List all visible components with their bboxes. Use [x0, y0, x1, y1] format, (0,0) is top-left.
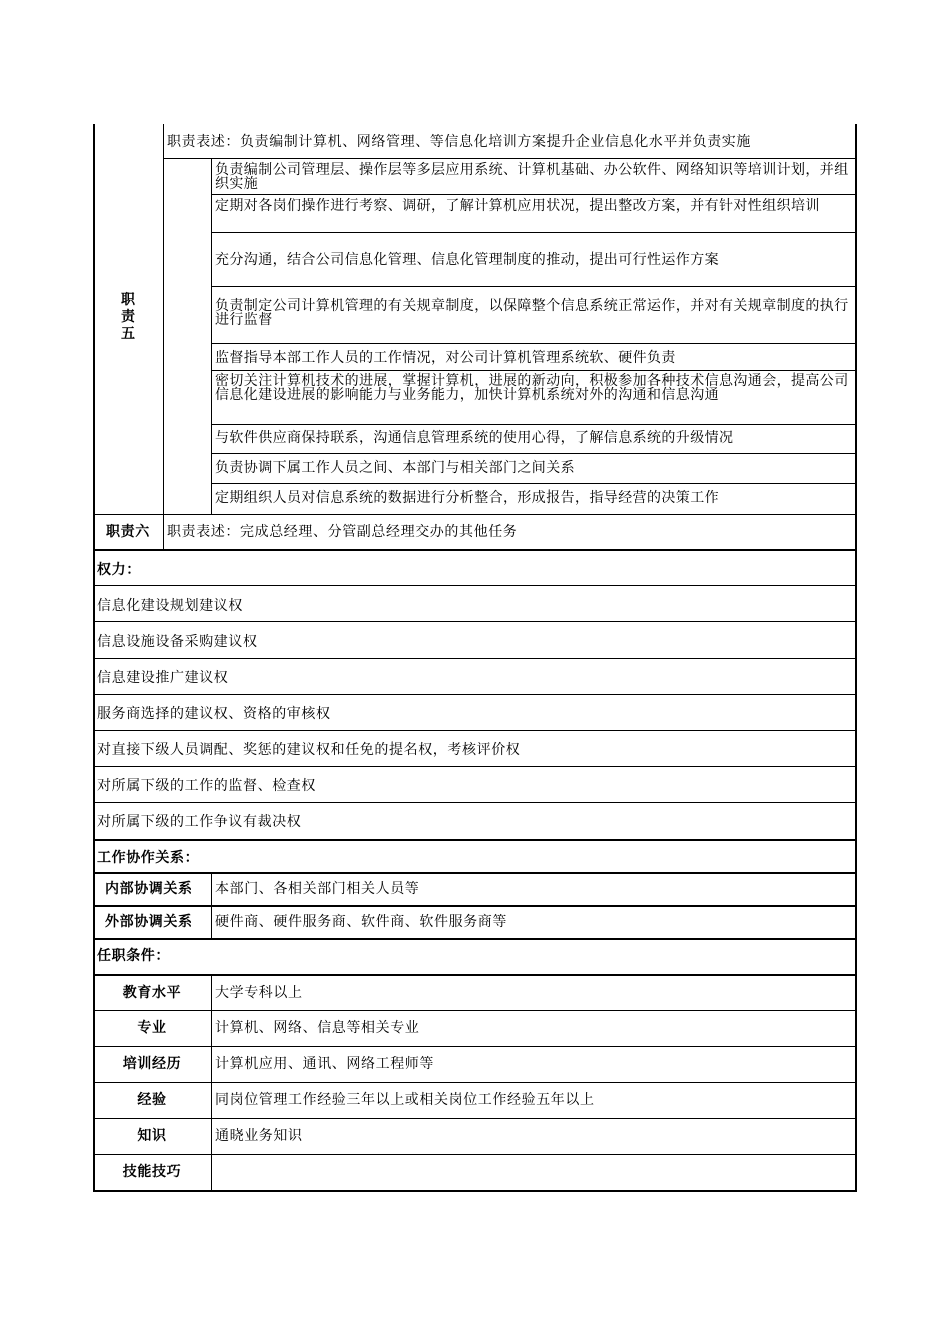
authority-row-line: [93, 766, 855, 767]
authority-row-line: [93, 658, 855, 659]
duty5-item-4: 负责制定公司计算机管理的有关规章制度，以保障整个信息系统正常运作，并对有关规章制度的执行进行监督: [215, 298, 849, 328]
authority-item-4: 服务商选择的建议权、资格的审核权: [97, 706, 331, 722]
qualification-label-experience: 经验: [137, 1092, 167, 1108]
duty6-top-line: [93, 514, 855, 515]
authority-row-line: [93, 621, 855, 622]
qualifications-top-line: [93, 938, 855, 940]
duty5-row-line: [211, 194, 855, 195]
authority-row-line: [93, 694, 855, 695]
qualifications-row-line: [93, 1154, 855, 1155]
relations-top-line: [93, 839, 855, 841]
duty5-row-line: [211, 370, 855, 371]
duty5-row-line: [211, 232, 855, 233]
authority-item-2: 信息设施设备采购建议权: [97, 634, 258, 650]
duty5-item-2: 定期对各岗们操作进行考察、调研，了解计算机应用状况，提出整改方案，并有针对性组织培训: [215, 198, 820, 214]
qualification-label-education: 教育水平: [122, 985, 182, 1001]
duty5-row-line: [211, 343, 855, 344]
duty5-row-line: [211, 286, 855, 287]
relations-heading: 工作协作关系：: [97, 850, 200, 866]
external-relations-value: 硬件商、硬件服务商、软件商、软件服务商等: [215, 914, 507, 930]
duty5-item-7: 与软件供应商保持联系，沟通信息管理系统的使用心得，了解信息系统的升级情况: [215, 430, 734, 446]
qualifications-row-line: [93, 974, 855, 976]
authority-row-line: [93, 585, 855, 586]
external-relations-label: 外部协调关系: [105, 914, 193, 930]
duty5-row-line: [211, 453, 855, 454]
duty6-label: 职责六: [106, 524, 150, 540]
qualification-value-knowledge: 通晓业务知识: [215, 1128, 303, 1144]
duty6-summary: 职责表述：完成总经理、分管副总经理交办的其他任务: [167, 524, 518, 540]
duty5-col-line: [163, 124, 164, 549]
relations-row-line: [93, 872, 855, 874]
duty5-row-line: [211, 483, 855, 484]
authority-item-7: 对所属下级的工作争议有裁决权: [97, 814, 302, 830]
qualifications-row-line: [93, 1118, 855, 1119]
duty5-label-text: 职 责 五: [121, 292, 135, 342]
duty5-summary: 职责表述：负责编制计算机、网络管理、等信息化培训方案提升企业信息化水平并负责实施: [167, 134, 751, 150]
duty5-item-3: 充分沟通，结合公司信息化管理、信息化管理制度的推动，提出可行性运作方案: [215, 252, 719, 268]
duty5-label: [118, 292, 138, 343]
relations-row-line: [93, 905, 855, 907]
authority-row-line: [93, 730, 855, 731]
qualification-value-training: 计算机应用、通讯、网络工程师等: [215, 1056, 434, 1072]
authority-item-1: 信息化建设规划建议权: [97, 598, 243, 614]
qualification-label-skills: 技能技巧: [122, 1164, 182, 1180]
job-description-page: [93, 124, 857, 1192]
qualification-value-experience: 同岗位管理工作经验三年以上或相关岗位工作经验五年以上: [215, 1092, 595, 1108]
duty5-inner-col-line: [211, 158, 212, 514]
authority-item-3: 信息建设推广建议权: [97, 670, 229, 686]
duty5-item-5: 监督指导本部工作人员的工作情况，对公司计算机管理系统软、硬件负责: [215, 350, 676, 366]
qualification-label-knowledge: 知识: [137, 1128, 167, 1144]
authority-item-6: 对所属下级的工作的监督、检查权: [97, 778, 316, 794]
duty5-item-1: 负责编制公司管理层、操作层等多层应用系统、计算机基础、办公软件、网络知识等培训计划，并组织实施: [215, 162, 849, 192]
authority-top-line: [93, 549, 855, 551]
duty5-row-line: [163, 158, 855, 159]
qualification-value-education: 大学专科以上: [215, 985, 303, 1001]
qualification-label-training: 培训经历: [122, 1056, 182, 1072]
authority-item-5: 对直接下级人员调配、奖惩的建议权和任免的提名权，考核评价权: [97, 742, 521, 758]
authority-row-line: [93, 802, 855, 803]
duty5-row-line: [211, 424, 855, 425]
qualifications-row-line: [93, 1046, 855, 1047]
duty5-item-9: 定期组织人员对信息系统的数据进行分析整合，形成报告，指导经营的决策工作: [215, 490, 719, 506]
duty5-item-6: 密切关注计算机技术的进展，掌握计算机，进展的新动向，积极参加各种技术信息沟通会，提高公司信息化建设进展的影响能力与业务能力，加快计算机系统对外的沟通和信息沟通: [215, 373, 849, 403]
duty5-item-8: 负责协调下属工作人员之间、本部门与相关部门之间关系: [215, 460, 575, 476]
qualifications-row-line: [93, 1082, 855, 1083]
qualification-label-major: 专业: [137, 1020, 167, 1036]
internal-relations-value: 本部门、各相关部门相关人员等: [215, 881, 420, 897]
qualification-value-major: 计算机、网络、信息等相关专业: [215, 1020, 420, 1036]
authority-heading: 权力：: [97, 562, 141, 578]
internal-relations-label: 内部协调关系: [105, 881, 193, 897]
qualifications-heading: 任职条件：: [97, 948, 170, 964]
qualifications-row-line: [93, 1010, 855, 1011]
